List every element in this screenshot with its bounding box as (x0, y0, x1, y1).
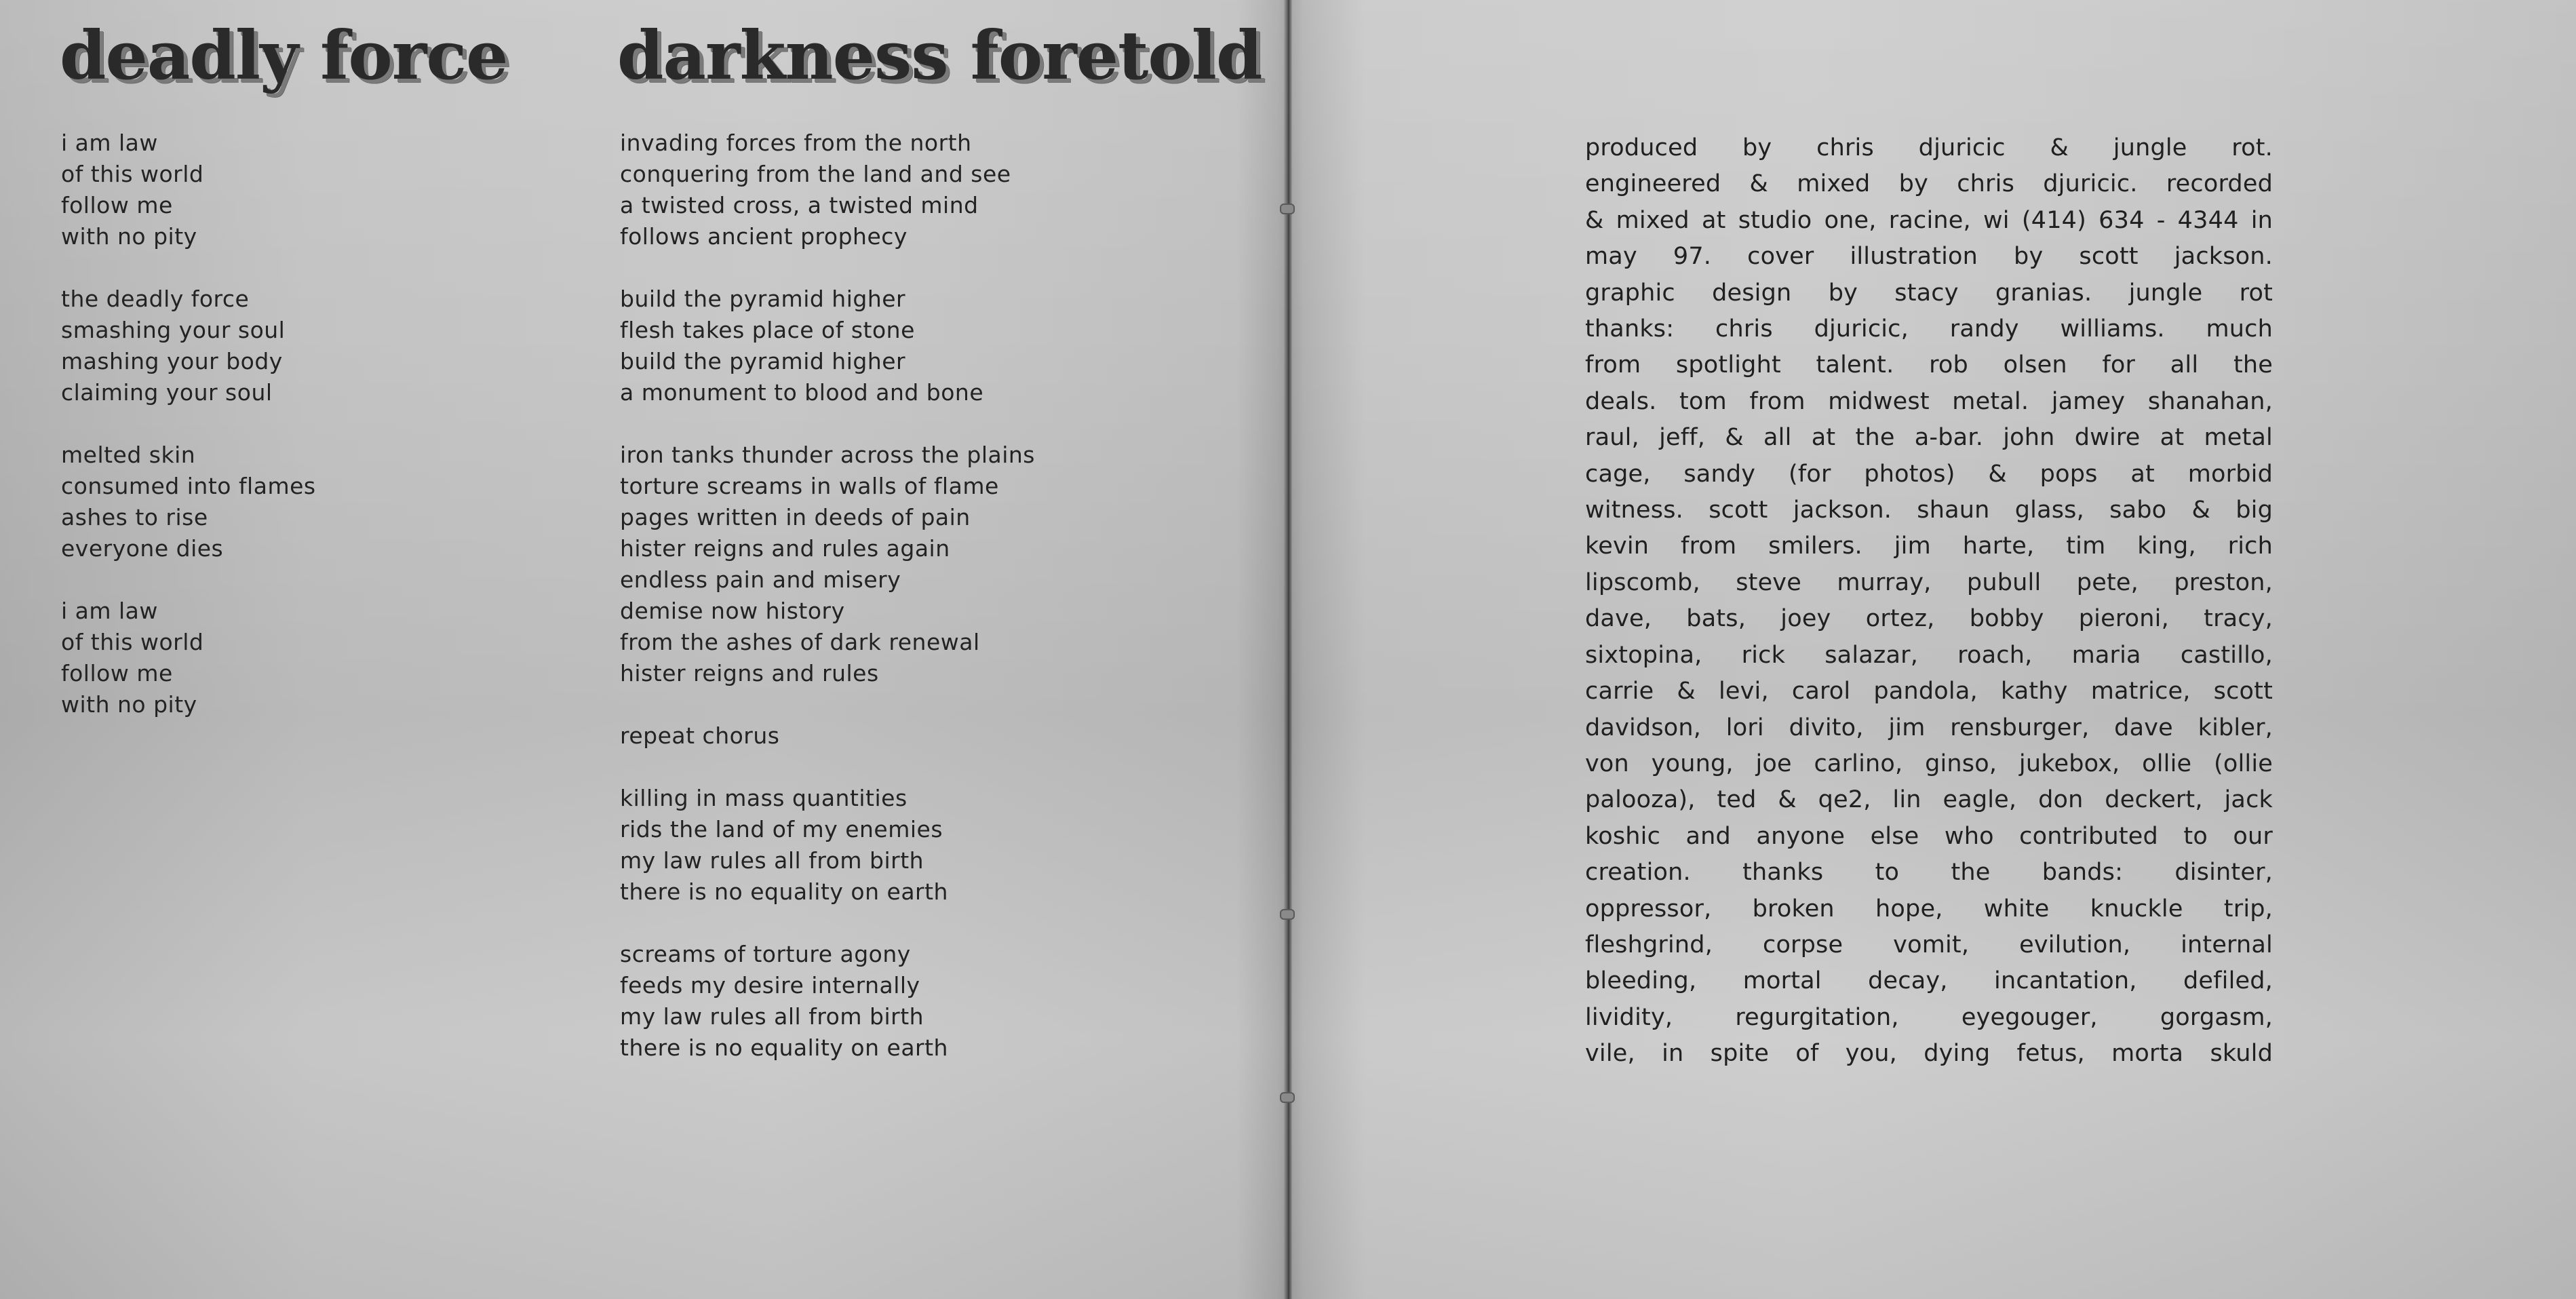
lyric-line: feeds my desire internally (620, 972, 920, 999)
lyrics-deadly-force (61, 128, 316, 752)
lyric-line: a monument to blood and bone (620, 379, 984, 406)
credits-line: davidson, lori divito, jim rensburger, dave kibler, (1585, 714, 2273, 741)
lyric-line: repeat chorus (620, 722, 780, 749)
lyric-line: follow me (61, 660, 173, 686)
lyric-line: endless pain and misery (620, 566, 901, 593)
lyric-line: my law rules all from birth (620, 1003, 924, 1030)
lyric-line: from the ashes of dark renewal (620, 629, 980, 655)
credits-line: bleeding, mortal decay, incantation, defiled, (1585, 967, 2273, 995)
lyric-line: flesh takes place of stone (620, 317, 915, 343)
lyric-line: ashes to rise (61, 504, 208, 530)
lyric-line: iron tanks thunder across the plains (620, 442, 1035, 468)
lyric-line: there is no equality on earth (620, 878, 948, 905)
lyric-stanza (620, 440, 1035, 689)
lyric-stanza (61, 596, 316, 720)
credits-line: engineered & mixed by chris djuricic. recorded (1585, 170, 2273, 198)
credits-text (1585, 130, 2273, 1072)
lyric-line: invading forces from the north (620, 130, 972, 156)
credits-line: kevin from smilers. jim harte, tim king, rich (1585, 532, 2273, 560)
credits-line: raul, jeff, & all at the a-bar. john dwire at metal (1585, 424, 2273, 452)
lyric-line: demise now history (620, 598, 845, 624)
credits-line: von young, joe carlino, ginso, jukebox, ollie (ollie (1585, 750, 2273, 777)
credits-line: lipscomb, steve murray, pubull pete, preston, (1585, 568, 2273, 596)
lyric-line: consumed into flames (61, 473, 316, 499)
left-page (0, 0, 1287, 1299)
credits-line: from spotlight talent. rob olsen for all the (1585, 351, 2273, 379)
lyric-stanza (61, 128, 316, 252)
lyric-stanza (620, 284, 1035, 408)
credits-line: & mixed at studio one, racine, wi (414) 634 - 4344 in (1585, 206, 2273, 234)
lyric-line: there is no equality on earth (620, 1034, 948, 1061)
lyric-line: follows ancient prophecy (620, 223, 908, 250)
lyric-line: of this world (61, 161, 204, 187)
credits-line: dave, bats, joey ortez, bobby pieroni, tracy, (1585, 605, 2273, 633)
lyric-line: with no pity (61, 691, 197, 718)
credits-line: deals. tom from midwest metal. jamey shanahan, (1585, 387, 2273, 415)
lyric-line: killing in mass quantities (620, 785, 908, 811)
credits-line: witness. scott jackson. shaun glass, sabo & big (1585, 497, 2273, 524)
lyric-line: torture screams in walls of flame (620, 473, 999, 499)
credits-line: may 97. cover illustration by scott jackson. (1585, 243, 2273, 271)
credits-line: graphic design by stacy granias. jungle rot (1585, 279, 2273, 307)
lyric-line: smashing your soul (61, 317, 286, 343)
lyric-stanza (620, 939, 1035, 1064)
lyric-line: hister reigns and rules again (620, 535, 950, 562)
lyric-line: melted skin (61, 442, 196, 468)
lyric-line: my law rules all from birth (620, 847, 924, 874)
lyric-line: mashing your body (61, 348, 283, 374)
lyric-line: hister reigns and rules (620, 660, 879, 686)
credits-line: sixtopina, rick salazar, roach, maria castillo, (1585, 641, 2273, 669)
song-title-darkness-foretold: darkness foretold (617, 17, 1262, 95)
lyric-stanza (61, 440, 316, 564)
credits-line: carrie & levi, carol pandola, kathy matrice, scott (1585, 678, 2273, 705)
lyric-line: i am law (61, 130, 158, 156)
lyric-line: everyone dies (61, 535, 224, 562)
lyrics-darkness-foretold (620, 128, 1035, 1095)
lyric-line: of this world (61, 629, 204, 655)
credits-line: cage, sandy (for photos) & pops at morbid (1585, 460, 2273, 488)
credits-line: produced by chris djuricic & jungle rot. (1585, 134, 2273, 161)
lyric-line: build the pyramid higher (620, 286, 906, 312)
lyric-line: screams of torture agony (620, 941, 911, 967)
credits-line: creation. thanks to the bands: disinter, (1585, 859, 2273, 887)
credits-line: thanks: chris djuricic, randy williams. much (1585, 315, 2273, 343)
booklet-spine (1284, 0, 1292, 1299)
lyric-line: rids the land of my enemies (620, 816, 943, 842)
song-title-deadly-force: deadly force (60, 17, 508, 95)
credits-line: koshic and anyone else who contributed to our (1585, 822, 2273, 850)
lyric-line: claiming your soul (61, 379, 273, 406)
lyric-line: a twisted cross, a twisted mind (620, 192, 979, 218)
lyric-line: i am law (61, 598, 158, 624)
credits-line: fleshgrind, corpse vomit, evilution, internal (1585, 931, 2273, 958)
lyric-stanza (61, 284, 316, 408)
lyric-line: follow me (61, 192, 173, 218)
lyric-line: conquering from the land and see (620, 161, 1011, 187)
lyric-stanza (620, 720, 1035, 752)
lyric-line: the deadly force (61, 286, 250, 312)
lyric-line: with no pity (61, 223, 197, 250)
lyric-line: build the pyramid higher (620, 348, 906, 374)
credits-line: lividity, regurgitation, eyegouger, gorgasm, (1585, 1003, 2273, 1031)
lyric-stanza (620, 128, 1035, 252)
lyric-stanza (620, 783, 1035, 908)
lyric-line: pages written in deeds of pain (620, 504, 971, 530)
credits-line: oppressor, broken hope, white knuckle trip, (1585, 895, 2273, 923)
credits-line: vile, in spite of you, dying fetus, morta skuld (1585, 1040, 2273, 1068)
credits-line: palooza), ted & qe2, lin eagle, don deckert, jack (1585, 786, 2273, 814)
